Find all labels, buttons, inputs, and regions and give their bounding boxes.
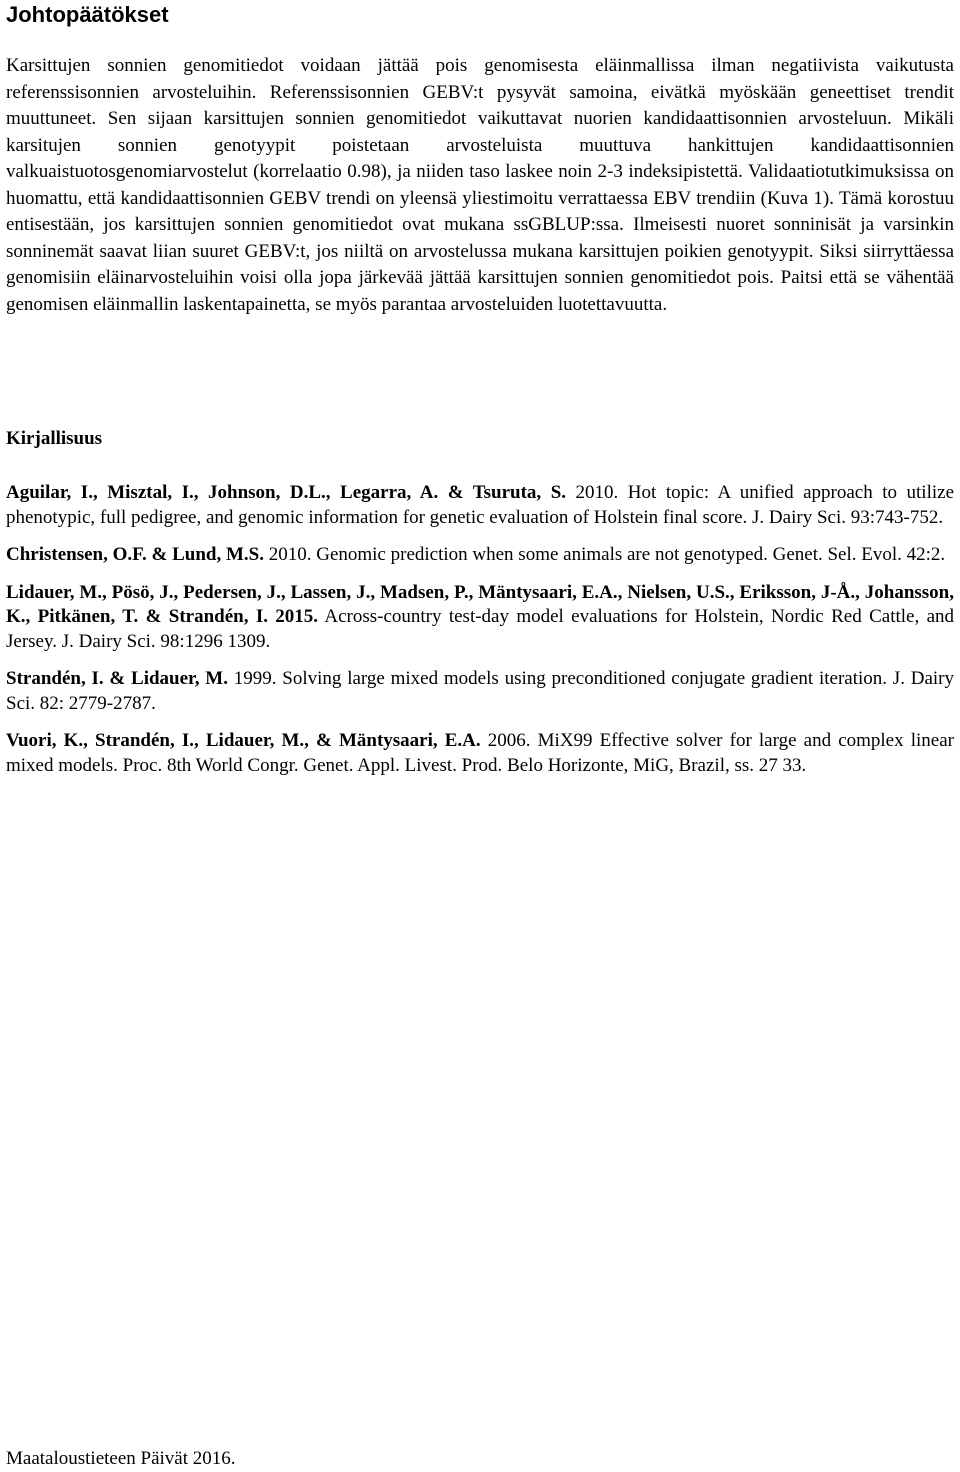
reference-item [6, 581, 954, 655]
reference-details: 2010. Genomic prediction when some animals are not genotyped. Genet. Sel. Evol. 42:2. [263, 544, 946, 565]
reference-authors: Strandén, I. & Lidauer, M. [6, 668, 228, 689]
reference-details: Across-country test-day model evaluations for Holstein, Nordic Red Cattle, and Jersey. J. Dairy Sci. 98:1296 1309. [6, 606, 954, 652]
section-heading: Johtopäätökset [6, 2, 169, 27]
page-footer: Maataloustieteen Päivät 2016. [6, 1448, 236, 1469]
reference-list [6, 481, 954, 791]
reference-details: 2006. MiX99 Effective solver for large and complex linear mixed models. Proc. 8th World Congr. Genet. Appl. Livest. Prod. Belo Horizonte, MiG, Brazil, ss. 27 33. [6, 730, 954, 776]
reference-authors: Christensen, O.F. & Lund, M.S. [6, 544, 264, 565]
reference-authors: Aguilar, I., Misztal, I., Johnson, D.L., Legarra, A. & Tsuruta, S. [6, 482, 567, 503]
reference-details: 1999. Solving large mixed models using preconditioned conjugate gradient iteration. J. Dairy Sci. 82: 2779-2787. [6, 668, 954, 714]
conclusions-paragraph: Karsittujen sonnien genomitiedot voidaan jättää pois genomisesta eläinmallissa ilman negatiivista vaikutusta referenssisonnien arvosteluihin. Referenssisonnien GEBV:t pysyvät samoina, eivätkä myöskään geneettiset trendit muuttuneet. Sen sijaan karsittujen sonnien genomitiedot vaikuttavat nuorien kandidaattisonnien arvosteluun. Mikäli karsitujen sonnien genotyypit poistetaan arvosteluista muuttuva hankittujen kandidaattisonnien valkuaistuotosgenomiarvostelut (korrelaatio 0.98), ja niiden taso laskee noin 2-3 indeksipistettä. Validaatiotutkimuksissa on huomattu, että kandidaattisonnien GEBV trendi on yleensä yliestimoitu verrattaessa EBV trendiin (Kuva 1). Tämä korostuu entisestään, jos karsittujen sonnien genomitiedot ovat mukana ssGBLUP:ssa. Ilmeisesti nuoret sonninisät ja varsinkin sonninemät saavat liian suuret GEBV:t, jos niiltä on arvostelussa mukana karsittujen poikien genotyypit. Siksi siirryttäessa genomisiin eläinarvosteluihin voisi olla jopa järkevää jättää karsittujen sonnien genomitiedot pois. Paitsi että se vähentää genomisen eläinmallin laskentapainetta, se myös parantaa arvosteluiden luotettavuutta. [6, 55, 954, 315]
reference-authors: Vuori, K., Strandén, I., Lidauer, M., & Mäntysaari, E.A. [6, 730, 481, 751]
references-heading: Kirjallisuus [6, 428, 103, 449]
reference-details: 2010. Hot topic: A unified approach to utilize phenotypic, full pedigree, and genomic information for genetic evaluation of Holstein final score. J. Dairy Sci. 93:743-752. [6, 482, 954, 528]
reference-authors: Lidauer, M., Pösö, J., Pedersen, J., Lassen, J., Madsen, P., Mäntysaari, E.A., Nielsen, U.S., Eriksson, J-Å., Johansson, K., Pitkänen, T. & Strandén, I. 2015. [6, 581, 954, 627]
reference-item [6, 481, 954, 530]
reference-item [6, 667, 954, 716]
reference-item [6, 729, 954, 778]
reference-item [6, 543, 954, 568]
